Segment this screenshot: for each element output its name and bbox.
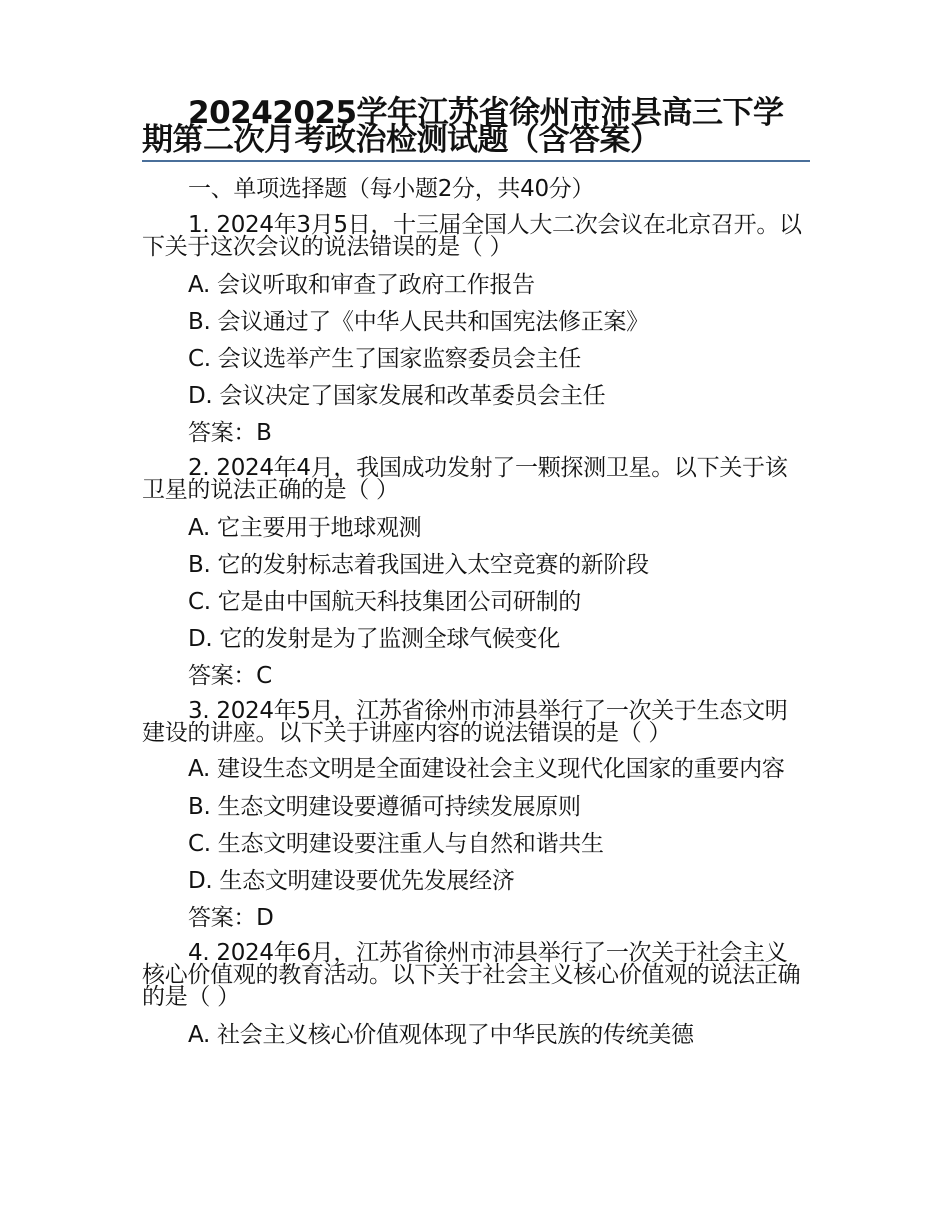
- document-body: [142, 176, 810, 1059]
- answer-line: 答案：C: [188, 663, 272, 689]
- question-option: C. 它是由中国航天科技集团公司研制的: [188, 589, 581, 615]
- question-stem: 3. 2024年5月，江苏省徐州市沛县举行了一次关于生态文明建设的讲座。以下关于讲座内容的说法错误的是（ ）: [142, 698, 788, 746]
- question-option: D. 生态文明建设要优先发展经济: [188, 868, 515, 894]
- question-stem: 4. 2024年6月，江苏省徐州市沛县举行了一次关于社会主义核心价值观的教育活动。以下关于社会主义核心价值观的说法正确的是（ ）: [142, 940, 801, 1010]
- question-stem: 1. 2024年3月5日，十三届全国人大二次会议在北京召开。以下关于这次会议的说法错误的是（ ）: [142, 212, 802, 260]
- answer-line: 答案：D: [188, 905, 274, 931]
- title-block: [142, 95, 810, 158]
- section-heading: 一、单项选择题（每小题2分，共40分）: [188, 176, 595, 202]
- question-option: C. 生态文明建设要注重人与自然和谐共生: [188, 831, 604, 857]
- title-divider: [142, 160, 810, 162]
- question-option: B. 生态文明建设要遵循可持续发展原则: [188, 794, 581, 820]
- question-option: A. 它主要用于地球观测: [188, 515, 422, 541]
- question-option: A. 社会主义核心价值观体现了中华民族的传统美德: [188, 1022, 694, 1048]
- question-option: C. 会议选举产生了国家监察委员会主任: [188, 346, 581, 372]
- question-option: B. 它的发射标志着我国进入太空竞赛的新阶段: [188, 552, 649, 578]
- question-option: A. 建设生态文明是全面建设社会主义现代化国家的重要内容: [188, 756, 785, 782]
- question-stem: 2. 2024年4月，我国成功发射了一颗探测卫星。以下关于该卫星的说法正确的是（ ）: [142, 455, 788, 503]
- document-title: 20242025学年江苏省徐州市沛县高三下学期第二次月考政治检测试题（含答案）: [142, 95, 784, 158]
- question-option: D. 它的发射是为了监测全球气候变化: [188, 626, 560, 652]
- question-option: D. 会议决定了国家发展和改革委员会主任: [188, 383, 606, 409]
- answer-line: 答案：B: [188, 420, 272, 446]
- question-option: B. 会议通过了《中华人民共和国宪法修正案》: [188, 309, 649, 335]
- question-option: A. 会议听取和审查了政府工作报告: [188, 272, 535, 298]
